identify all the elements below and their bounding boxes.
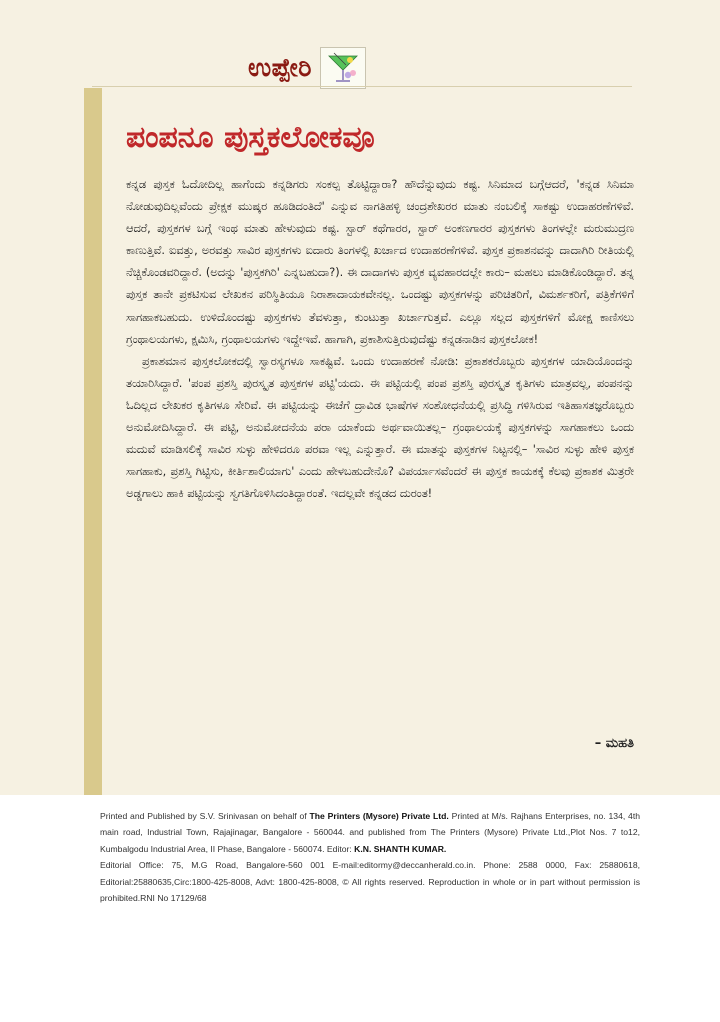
header-rule [92,86,632,87]
imprint-text: Printed and Published by S.V. Srinivasan on behalf of [100,811,310,821]
imprint-publishing-line [100,808,640,857]
decorative-side-bar [84,88,102,795]
editor-name: K.N. SHANTH KUMAR. [354,843,447,854]
publisher-name: The Printers (Mysore) Private Ltd. [309,811,449,821]
martini-glass-icon [320,47,366,89]
article-body [126,174,634,505]
column-masthead [248,48,366,88]
article-headline: ಪಂಪನೂ ಪುಸ್ತಕಲೋಕವೂ [126,120,375,155]
imprint-editorial-line: Editorial Office: 75, M.G Road, Bangalore-560 001 E-mail:editormy@deccanherald.co.in. Phone: 2588 0000, Fax: 25880618, Editorial:25880635,Circ:1800-425-8008, Advt: 1800-425-8008, © All rights reserved. Reproduction in whole or in part without permission is prohibited.RNI No 17129/68 [100,860,640,904]
imprint-block [100,808,640,906]
article-paragraph: ಕನ್ನಡ ಪುಸ್ತಕ ಓದೋದಿಲ್ಲ ಹಾಗೆಂದು ಕನ್ನಡಿಗರು ಸಂಕಲ್ಪ ತೊಟ್ಟಿದ್ದಾರಾ? ಹೌದೆನ್ನುವುದು ಕಷ್ಟ. ಸಿನಿಮಾದ ಬಗ್ಗೆಆದರೆ, 'ಕನ್ನಡ ಸಿನಿಮಾ ನೋಡುವುದಿಲ್ಲವೆಂದು ಪ್ರೇಕ್ಷಕ ಮುಷ್ಕರ ಹೂಡಿದಂತಿದೆ' ಎನ್ನುವ ನಾಗತಿಹಳ್ಳಿ ಚಂದ್ರಶೇಖರರ ಮಾತು ನಂಬಲಿಕ್ಕೆ ಸಾಕಷ್ಟು ಉದಾಹರಣೆಗಳಿವೆ. ಆದರೆ, ಪುಸ್ತಕಗಳ ಬಗ್ಗೆ ಇಂಥ ಮಾತು ಹೇಳುವುದು ಕಷ್ಟ. ಸ್ಟಾರ್ ಕಥೆಗಾರರ, ಸ್ಟಾರ್ ಅಂಕಣಗಾರರ ಪುಸ್ತಕಗಳು ತಿಂಗಳಲ್ಲೇ ಮರುಮುದ್ರಣ ಕಾಣುತ್ತಿವೆ. ಐವತ್ತು, ಅರವತ್ತು ಸಾವಿರ ಪುಸ್ತಕಗಳು ಐದಾರು ತಿಂಗಳಲ್ಲಿ ಖರ್ಚಾದ ಉದಾಹರಣೆಗಳಿವೆ. ಪುಸ್ತಕ ಪ್ರಕಾಶನವನ್ನು ದಾದಾಗಿರಿ ರೀತಿಯಲ್ಲಿ ನೆಚ್ಚಿಕೊಂಡವರಿದ್ದಾರೆ. (ಅದನ್ನು 'ಪುಸ್ತಕಗಿರಿ' ಎನ್ನಬಹುದಾ?). ಈ ದಾದಾಗಳು ಪುಸ್ತಕ ವ್ಯವಹಾರದಲ್ಲೇ ಕಾರು– ಮಹಲು ಮಾಡಿಕೊಂಡಿದ್ದಾರೆ. ತನ್ನ ಪುಸ್ತಕ ತಾನೇ ಪ್ರಕಟಿಸುವ ಲೇಖಕನ ಪರಿಸ್ಥಿತಿಯೂ ನಿರಾಶಾದಾಯಕವೇನಲ್ಲ. ಒಂದಷ್ಟು ಪುಸ್ತಕಗಳನ್ನು ಪರಿಚಿತರಿಗೆ, ವಿಮರ್ಶಕರಿಗೆ, ಪತ್ರಿಕೆಗಳಿಗೆ ಸಾಗಹಾಕಬಹುದು. ಉಳಿದೊಂದಷ್ಟು ಪುಸ್ತಕಗಳು ತೆವಳುತ್ತಾ, ಕುಂಟುತ್ತಾ ಖರ್ಚಾಗುತ್ತವೆ. ಎಲ್ಲೂ ಸಲ್ಲದ ಪುಸ್ತಕಗಳಿಗೆ ಮೋಕ್ಷ ಕಾಣಿಸಲು ಗ್ರಂಥಾಲಯಗಳು, ಕ್ಷಮಿಸಿ, ಗ್ರಂಥಾಲಯಗಳು ಇದ್ದೇಇವೆ. ಹಾಗಾಗಿ, ಪ್ರಕಾಶಿಸುತ್ತಿರುವುದೆಷ್ಟು ಕನ್ನಡನಾಡಿನ ಪುಸ್ತಕಲೋಕ! [126,178,634,346]
author-signature: – ಮಹತಿ [594,736,634,751]
column-title: ಉಪ್ಪೇರಿ [248,53,313,82]
article-paragraph: ಪ್ರಕಾಶಮಾನ ಪುಸ್ತಕಲೋಕದಲ್ಲಿ ಸ್ವಾರಸ್ಯಗಳೂ ಸಾಕಷ್ಟಿವೆ. ಒಂದು ಉದಾಹರಣೆ ನೋಡಿ: ಪ್ರಕಾಶಕರೊಬ್ಬರು ಪುಸ್ತಕಗಳ ಯಾದಿಯೊಂದನ್ನು ತಯಾರಿಸಿದ್ದಾರೆ. 'ಪಂಪ ಪ್ರಶಸ್ತಿ ಪುರಸ್ಕೃತ ಪುಸ್ತಕಗಳ ಪಟ್ಟಿ'ಯದು. ಈ ಪಟ್ಟಿಯಲ್ಲಿ ಪಂಪ ಪ್ರಶಸ್ತಿ ಪುರಸ್ಕೃತ ಕೃತಿಗಳು ಮಾತ್ರವಲ್ಲ, ಪಂಪನನ್ನು ಓದಿಲ್ಲದ ಲೇಖಕರ ಕೃತಿಗಳೂ ಸೇರಿವೆ. ಈ ಪಟ್ಟಿಯನ್ನು ಈಚೆಗೆ ದ್ರಾವಿಡ ಭಾಷೆಗಳ ಸಂಶೋಧನೆಯಲ್ಲಿ ಪ್ರಸಿದ್ಧಿ ಗಳಿಸಿರುವ ಇತಿಹಾಸತಜ್ಞರೊಬ್ಬರು ಅನುಮೋದಿಸಿದ್ದಾರೆ. ಈ ಪಟ್ಟಿ, ಅನುಮೋದನೆಯ ಪರಾ ಯಾಕೆಂದು ಅರ್ಥವಾಯಿತಲ್ಲ– ಗ್ರಂಥಾಲಯಕ್ಕೆ ಪುಸ್ತಕಗಳನ್ನು ಸಾಗಹಾಕಲು ಒಂದು ಮದುವೆ ಮಾಡಿಸಲಿಕ್ಕೆ ಸಾವಿರ ಸುಳ್ಳು ಹೇಳಿದರೂ ಪರವಾ ಇಲ್ಲ ಎನ್ನುತ್ತಾರೆ. ಈ ಮಾತನ್ನು ಪುಸ್ತಕಗಳ ನಿಟ್ಟನಲ್ಲಿ– 'ಸಾವಿರ ಸುಳ್ಳು ಹೇಳಿ ಪುಸ್ತಕ ಸಾಗಹಾಕು, ಪ್ರಶಸ್ತಿ ಗಿಟ್ಟಿಸು, ಕೀರ್ತಿಶಾಲಿಯಾಗು' ಎಂದು ಹೇಳಬಹುದೇನೊ? ವಿಪರ್ಯಾಸವೆಂದರೆ ಈ ಪುಸ್ತಕ ಕಾಯಕಕ್ಕೆ ಕೆಲವು ಪ್ರಕಾಶಕ ಮಿತ್ರರೇ ಅಡ್ಡಗಾಲು ಹಾಕಿ ಪಟ್ಟಿಯನ್ನು ಸ್ವಗತಿಗೊಳಿಸಿದಂತಿದ್ದಾರಂತೆ. ಇದಲ್ಲವೇ ಕನ್ನಡದ ದುರಂತ! [126,354,634,501]
imprint-text: Printed at M/s. Rajhans Enterprises, no. 134, 4th main road, Industrial Town, Rajajinagar, Bangalore - 560044. and published from The Printers (Mysore) Private Ltd.,Plot Nos. 7 to12, Kumbalgodu Industrial Area, II Phase, Bangalore - 560074. Editor: [100,811,641,854]
